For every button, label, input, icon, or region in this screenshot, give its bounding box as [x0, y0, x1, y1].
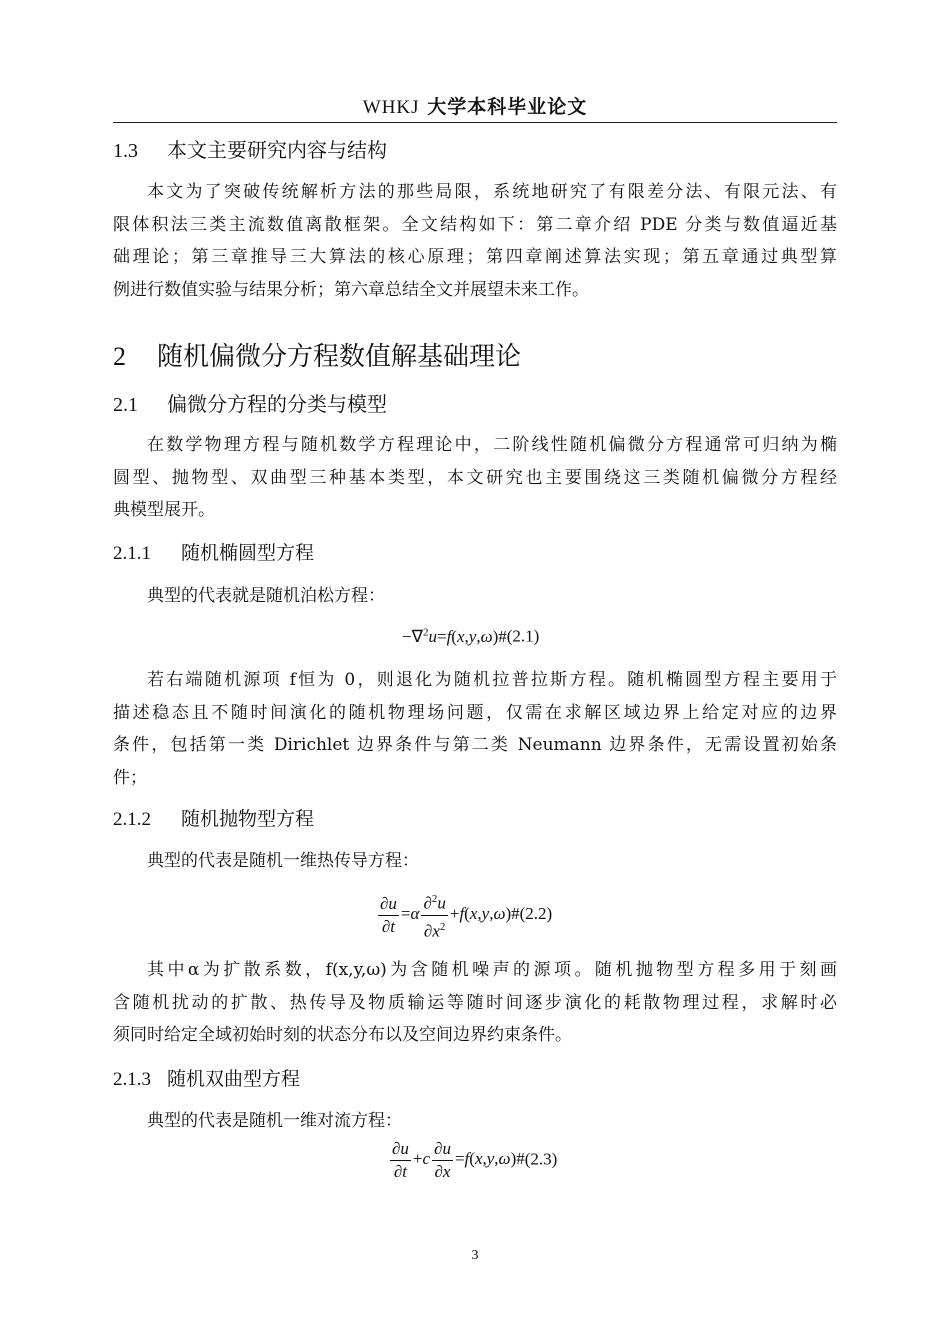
equation-2-1 — [402, 626, 539, 647]
header-rule — [113, 122, 837, 123]
subsection-number: 2.1.2 — [113, 809, 151, 830]
paragraph-line: 典型的代表是随机一维热传导方程： — [147, 851, 419, 871]
intro-2-1-1 — [113, 580, 837, 613]
equation-body: −∇$^2$u=f(x,y,ω)# — [402, 626, 507, 646]
header-prefix: WHKJ — [362, 97, 420, 118]
paragraph-1-3 — [113, 176, 837, 306]
subsection-title: 随机抛物型方程 — [181, 808, 315, 830]
intro-2-1-2 — [113, 845, 837, 878]
paragraph-line: 其中α为扩散系数，f(x,y,ω)为含随机噪声的源项。随机抛物型方程多用于刻画 — [147, 960, 837, 980]
equation-body: $\frac{\partial u}{\partial t}$ +c $\frac{\partial u}{\partial x}$ =f(x,y,ω)# — [392, 1139, 525, 1181]
section-heading-2-1 — [113, 388, 387, 417]
chapter-heading-2 — [113, 336, 521, 373]
subsection-heading-2-1-3 — [113, 1064, 300, 1091]
section-number: 1.3 — [113, 140, 138, 162]
chapter-title: 随机偏微分方程数值解基础理论 — [157, 342, 522, 372]
equation-2-3 — [388, 1138, 557, 1183]
subsection-title: 随机椭圆型方程 — [181, 542, 315, 564]
equation-tag: (2.2) — [519, 904, 553, 924]
paragraph-line: 在数学物理方程与随机数学方程理论中，二阶线性随机偏微分方程通常可归纳为椭 — [147, 435, 837, 455]
subsection-number: 2.1.3 — [113, 1069, 151, 1090]
paragraph-line: 础理论；第三章推导三大算法的核心原理；第四章阐述算法实现；第五章通过典型算 — [113, 247, 837, 267]
section-title: 偏微分方程的分类与模型 — [167, 392, 387, 416]
paragraph-line: 若右端随机源项 f恒为 0，则退化为随机拉普拉斯方程。随机椭圆型方程主要用于 — [147, 670, 837, 690]
section-heading-1-3 — [113, 134, 387, 163]
intro-2-1-3 — [113, 1105, 837, 1138]
paragraph-2-1-2 — [113, 954, 837, 1052]
running-header — [113, 92, 837, 119]
paragraph-2-1 — [113, 429, 837, 527]
paragraph-line: 限体积法三类主流数值离散框架。全文结构如下：第二章介绍 PDE 分类与数值逼近基 — [113, 214, 837, 235]
paragraph-line: 须同时给定全域初始时刻的状态分布以及空间边界约束条件。 — [113, 1025, 572, 1045]
section-title: 本文主要研究内容与结构 — [167, 138, 387, 162]
equation-2-2 — [376, 888, 552, 942]
header-title: 大学本科毕业论文 — [427, 96, 588, 118]
paragraph-line: 描述稳态且不随时间演化的随机物理场问题，仅需在求解区域边界上给定对应的边界 — [113, 702, 837, 723]
paragraph-line: 本文为了突破传统解析方法的那些局限，系统地研究了有限差分法、有限元法、有 — [147, 182, 837, 202]
chapter-number: 2 — [113, 342, 126, 371]
paragraph-line: 条件，包括第一类 Dirichlet 边界条件与第二类 Neumann 边界条件，无需设置初始条 — [113, 735, 837, 755]
paragraph-line: 圆型、抛物型、双曲型三种基本类型，本文研究也主要围绕这三类随机偏微分方程经 — [113, 467, 837, 488]
equation-tag: (2.1) — [506, 626, 540, 646]
equation-body: $\frac{\partial u}{\partial t}$ =α $\frac{\partial^2u}{\partial x^2}$ +f(x,y,ω)# — [376, 904, 520, 923]
subsection-heading-2-1-2 — [113, 804, 314, 831]
paragraph-line: 典型的代表就是随机泊松方程： — [147, 586, 385, 606]
paragraph-line: 典模型展开。 — [113, 500, 215, 520]
paragraph-2-1-1 — [113, 664, 837, 794]
page-number: 3 — [471, 1248, 479, 1263]
subsection-title: 随机双曲型方程 — [167, 1068, 301, 1090]
section-number: 2.1 — [113, 394, 138, 416]
paragraph-line: 件； — [113, 767, 147, 788]
paragraph-line: 含随机扰动的扩散、热传导及物质输运等随时间逐步演化的耗散物理过程，求解时必 — [113, 992, 837, 1013]
paragraph-line: 例进行数值实验与结果分析；第六章总结全文并展望未来工作。 — [113, 279, 589, 300]
subsection-number: 2.1.1 — [113, 543, 151, 564]
paragraph-line: 典型的代表是随机一维对流方程： — [147, 1111, 402, 1131]
equation-tag: (2.3) — [524, 1149, 558, 1169]
subsection-heading-2-1-1 — [113, 538, 314, 565]
